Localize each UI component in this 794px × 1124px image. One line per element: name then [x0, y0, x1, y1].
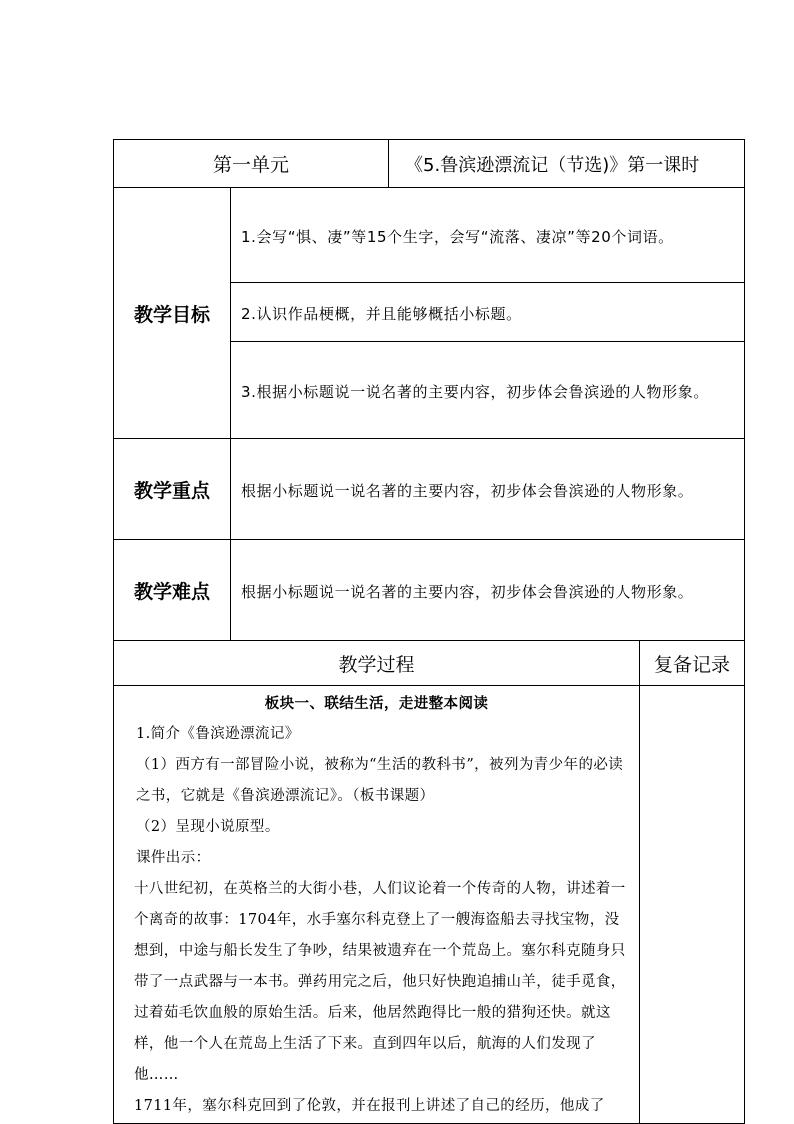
lesson-title: 《5.鲁滨逊漂流记（节选)》第一课时 [389, 140, 745, 188]
unit-title: 第一单元 [114, 140, 389, 188]
focus-text: 根据小标题说一说名著的主要内容，初步体会鲁滨逊的人物形象。 [231, 439, 745, 540]
process-line-6: 1711年，塞尔科克回到了伦敦，并在报刊上讲述了自己的经历，他成了 [134, 1098, 605, 1114]
notes-column [640, 686, 745, 1124]
process-header-row [114, 641, 745, 686]
process-line-1: 1.简介《鲁滨逊漂流记》 [136, 726, 300, 742]
process-line-3: （2）呈现小说原型。 [136, 819, 280, 835]
notes-label: 复备记录 [640, 641, 745, 686]
section-title: 板块一、联结生活，走进整本阅读 [264, 695, 489, 712]
difficulty-text: 根据小标题说一说名著的主要内容，初步体会鲁滨逊的人物形象。 [231, 540, 745, 641]
goals-label: 教学目标 [114, 188, 231, 439]
process-label: 教学过程 [114, 641, 640, 686]
goal-item-2: 2.认识作品梗概，并且能够概括小标题。 [231, 283, 745, 342]
goal-item-3: 3.根据小标题说一说名著的主要内容，初步体会鲁滨逊的人物形象。 [231, 342, 745, 439]
difficulty-row [114, 540, 745, 641]
lesson-plan-table [113, 139, 745, 1124]
focus-row [114, 439, 745, 540]
process-line-2: （1）西方有一部冒险小说，被称为“生活的教科书”，被列为青少年的必读之书，它就是《鲁滨逊漂流记》。（板书课题） [136, 757, 624, 804]
process-content [114, 686, 640, 1124]
difficulty-label: 教学难点 [114, 540, 231, 641]
process-body-row [114, 686, 745, 1124]
goal-item-1: 1.会写“惧、凄”等15个生字，会写“流落、凄凉”等20个词语。 [231, 188, 745, 283]
process-line-4: 课件出示： [136, 850, 211, 866]
process-line-5: 十八世纪初，在英格兰的大街小巷，人们议论着一个传奇的人物，讲述着一个离奇的故事：1704年，水手塞尔科克登上了一艘海盗船去寻找宝物，没想到，中途与船长发生了争吵，结果被遗弃在一个荒岛上。塞尔科克随身只带了一点武器与一本书。弹药用完之后，他只好快跑追捕山羊，徒手觅食，过着茹毛饮血般的原始生活。后来，他居然跑得比一般的猎狗还快。就这样，他一个人在荒岛上生活了下来。直到四年以后，航海的人们发现了他…… [134, 881, 626, 1083]
header-row [114, 140, 745, 188]
focus-label: 教学重点 [114, 439, 231, 540]
goal-row-1 [114, 188, 745, 283]
